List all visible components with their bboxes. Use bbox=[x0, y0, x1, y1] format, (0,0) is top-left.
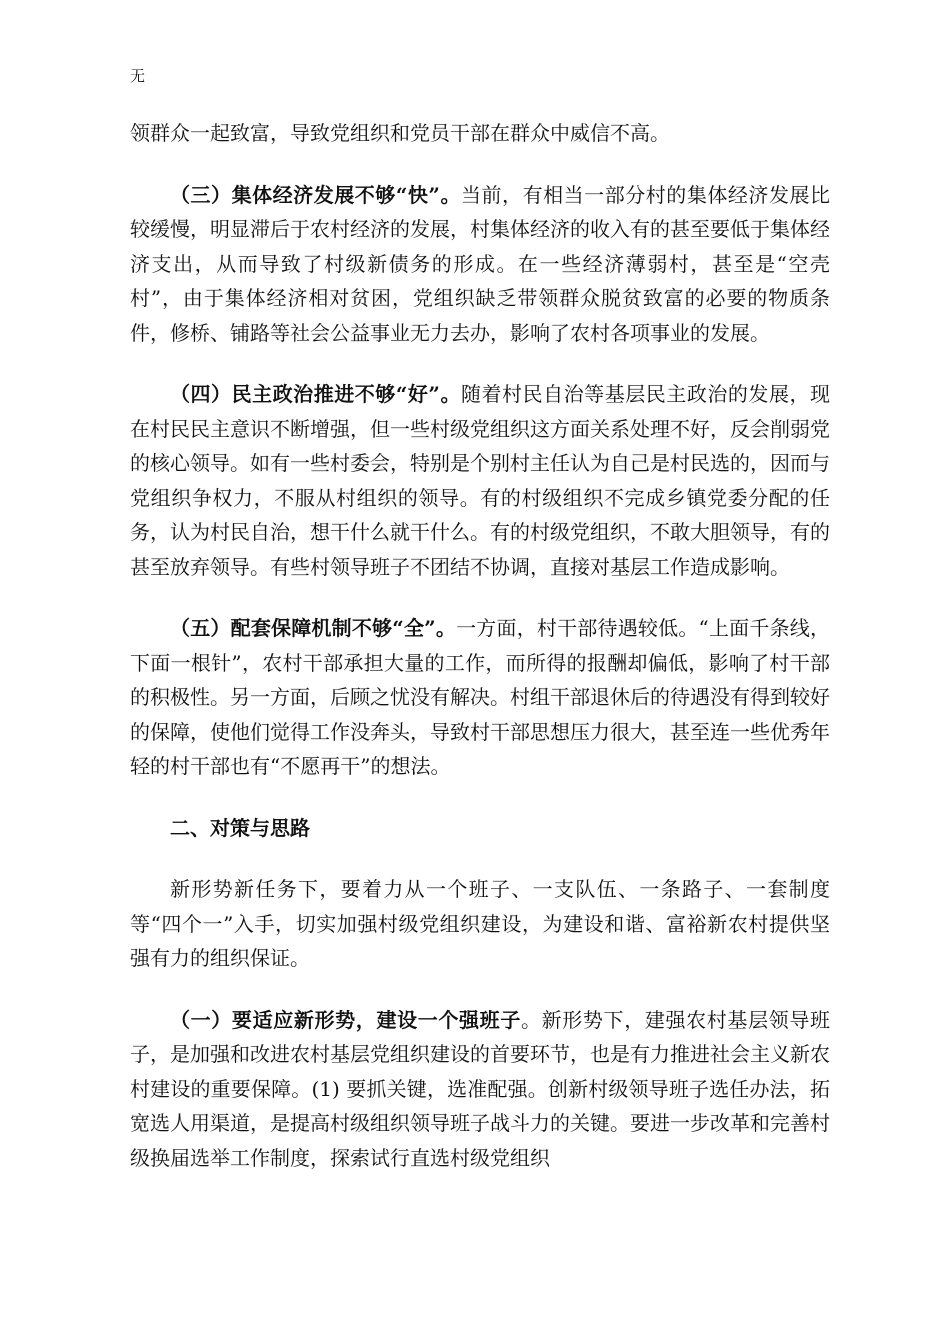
paragraph-heading: （一）要适应新形势，建设一个强班子 bbox=[170, 1007, 521, 1032]
page-header: 无 bbox=[130, 67, 146, 85]
paragraph-text: 一方面，村干部待遇较低。“上面千条线，下面一根针”，农村干部承担大量的工作，而所得的报酬却偏低，影响了村干部的积极性。另一方面，后顾之忧没有解决。村组干部退休后的待遇没有得到较好的保障，使他们觉得工作没奔头，导致村干部思想压力很大，甚至连一些优秀年轻的村干部也有“不愿再干”的想法。 bbox=[130, 616, 830, 778]
paragraph-heading: （五）配套保障机制不够“全”。 bbox=[170, 616, 457, 640]
document-body bbox=[130, 116, 830, 1202]
section-title: 二、对策与思路 bbox=[170, 815, 310, 840]
paragraph-text: 随着村民自治等基层民主政治的发展，现在村民民主意识不断增强，但一些村级党组织这方面关系处理不好，反会削弱党的核心领导。如有一些村委会，特别是个别村主任认为自己是村民选的，因而与党组织争权力，不服从村组织的领导。有的村级组织不完成乡镇党委分配的任务，认为村民自治，想干什么就干什么。有的村级党组织，不敢大胆领导，有的甚至放弃领导。有些村领导班子不团结不协调，直接对基层工作造成影响。 bbox=[130, 382, 831, 579]
paragraph-heading: （四）民主政治推进不够“好”。 bbox=[170, 382, 461, 406]
paragraph-continuation: 领群众一起致富，导致党组织和党员干部在群众中威信不高。 bbox=[130, 121, 670, 145]
paragraph-heading: （三）集体经济发展不够“快”。 bbox=[170, 182, 461, 207]
paragraph-four-ones: 新形势新任务下，要着力从一个班子、一支队伍、一条路子、一套制度等“四个一”入手，切实加强村级党组织建设，为建设和谐、富裕新农村提供坚强有力的组织保证。 bbox=[130, 877, 830, 970]
paragraph-collective-economy bbox=[130, 178, 830, 351]
paragraph-text: 。新形势下，建强农村基层领导班子，是加强和改进农村基层党组织建设的首要环节，也是有力推进社会主义新农村建设的重要保障。(1) 要抓关键，选准配强。创新村级领导班子选任办法，拓宽选人用渠道，是提高村级组织领导班子战斗力的关键。要进一步改革和完善村级换届选举工作制度，探索试行直选村级党组织 bbox=[130, 1007, 831, 1170]
paragraph-strong-team bbox=[130, 1003, 830, 1176]
paragraph-text: 当前，有相当一部分村的集体经济发展比较缓慢，明显滞后于农村经济的发展，村集体经济的收入有的甚至要低于集体经济支出，从而导致了村级新债务的形成。在一些经济薄弱村，甚至是“空壳村”，由于集体经济相对贫困，党组织缺乏带领群众脱贫致富的必要的物质条件，修桥、铺路等社会公益事业无力去办，影响了农村各项事业的发展。 bbox=[130, 182, 831, 345]
paragraph-democratic-politics bbox=[130, 377, 830, 584]
paragraph-support-mechanism bbox=[130, 611, 830, 784]
